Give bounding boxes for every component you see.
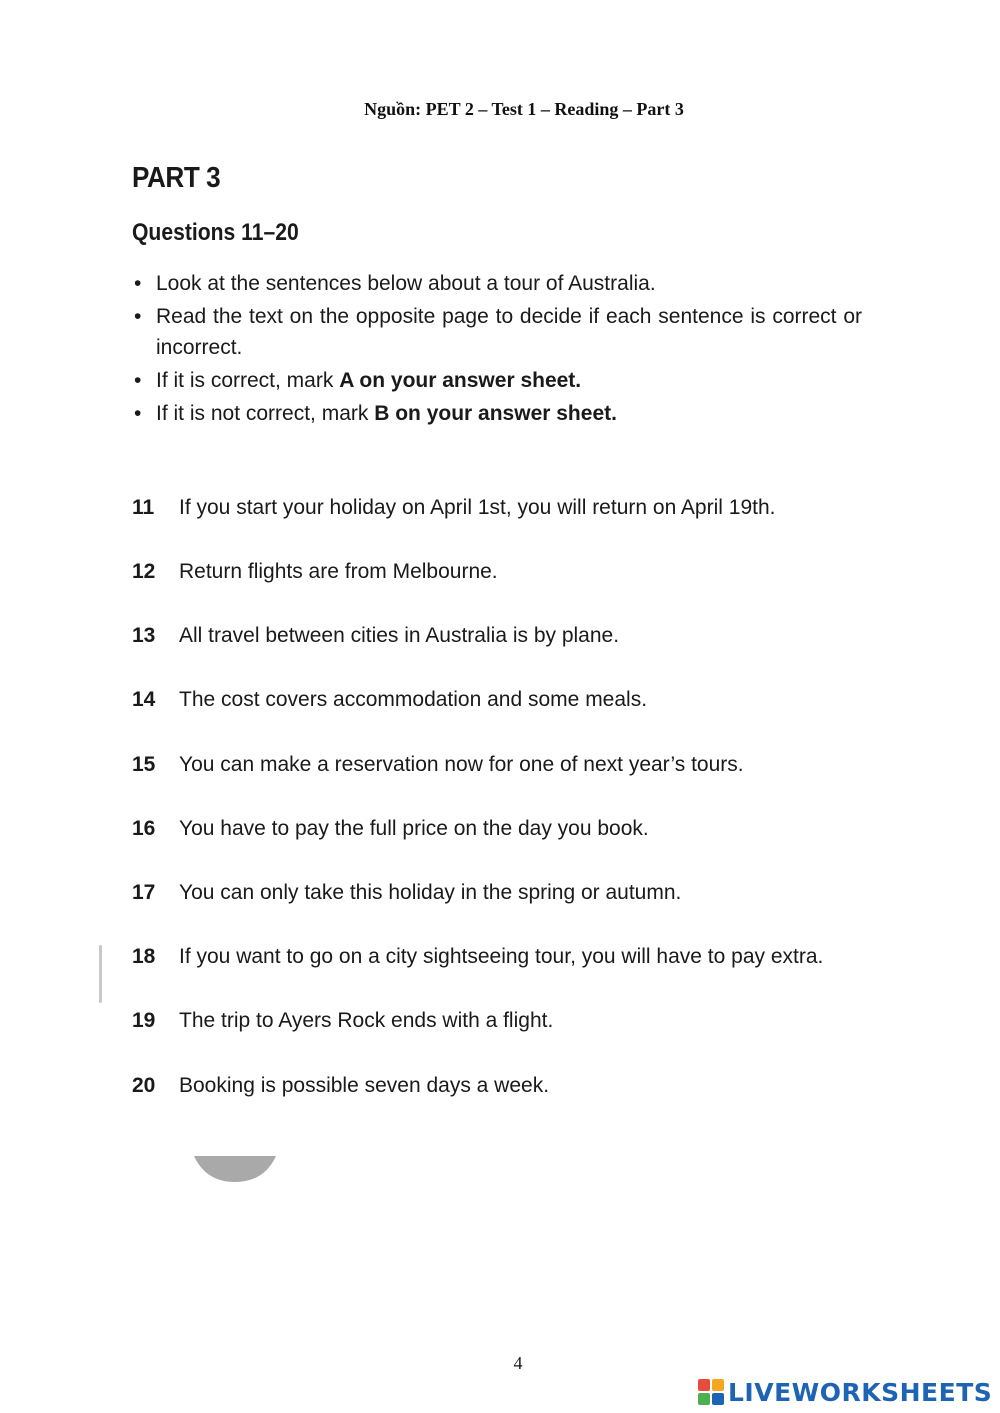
instruction-text: If it is not correct, mark (156, 402, 375, 425)
question-item (132, 1009, 553, 1033)
instruction-bold-text: B on your answer sheet. (374, 402, 617, 425)
question-text: Return flights are from Melbourne. (179, 560, 498, 583)
question-item (132, 624, 619, 648)
logo-square (698, 1393, 710, 1405)
question-text: The cost covers accommodation and some meals. (179, 688, 648, 711)
liveworksheets-brand[interactable] (698, 1375, 992, 1409)
question-item (132, 1074, 549, 1098)
questions-title: Questions 11–20 (132, 219, 299, 246)
liveworksheets-logo-icon (698, 1379, 724, 1405)
instruction-item (132, 301, 862, 363)
question-text: The trip to Ayers Rock ends with a flight. (179, 1009, 554, 1032)
question-text: All travel between cities in Australia is by plane. (179, 624, 620, 647)
instruction-item (132, 365, 862, 396)
instructions-list (132, 268, 862, 431)
question-text: If you want to go on a city sightseeing tour, you will have to pay extra. (179, 945, 824, 968)
question-number: 12 (132, 560, 156, 583)
question-text: You have to pay the full price on the day you book. (179, 817, 649, 840)
question-number: 20 (132, 1074, 156, 1097)
question-item (132, 945, 823, 969)
bullet-icon: • (134, 369, 142, 392)
instruction-text: Look at the sentences below about a tour of Australia. (156, 272, 656, 295)
question-item (132, 560, 498, 584)
page-number: 4 (513, 1353, 523, 1373)
scan-margin-mark (99, 945, 102, 1003)
logo-square (712, 1379, 724, 1391)
question-item (132, 496, 775, 520)
instruction-text: If it is correct, mark (156, 369, 340, 392)
question-number: 17 (132, 881, 156, 904)
question-number: 15 (132, 753, 156, 776)
question-number: 19 (132, 1009, 156, 1032)
source-header: Nguồn: PET 2 – Test 1 – Reading – Part 3 (364, 99, 684, 119)
question-number: 11 (132, 496, 155, 519)
question-item (132, 881, 681, 905)
brand-text: LIVEWORKSHEETS (728, 1377, 993, 1407)
logo-square (712, 1393, 724, 1405)
logo-square (698, 1379, 710, 1391)
question-number: 16 (132, 817, 156, 840)
scan-artifact-shape (194, 1156, 276, 1184)
question-number: 14 (132, 688, 156, 711)
question-item (132, 817, 649, 841)
question-text: Booking is possible seven days a week. (179, 1074, 550, 1097)
question-text: You can make a reservation now for one of next year’s tours. (179, 753, 744, 776)
bullet-icon: • (134, 305, 142, 328)
question-text: You can only take this holiday in the spring or autumn. (179, 881, 682, 904)
question-text: If you start your holiday on April 1st, you will return on April 19th. (179, 496, 776, 519)
part-title: PART 3 (132, 162, 221, 194)
instruction-item (132, 268, 862, 299)
instruction-item (132, 398, 862, 429)
question-number: 13 (132, 624, 156, 647)
question-number: 18 (132, 945, 156, 968)
instruction-text: Read the text on the opposite page to decide if each sentence is correct or incorrect. (156, 305, 862, 359)
question-item (132, 753, 744, 777)
bullet-icon: • (134, 402, 142, 425)
question-item (132, 688, 647, 712)
bullet-icon: • (134, 272, 142, 295)
instruction-bold-text: A on your answer sheet. (339, 369, 582, 392)
